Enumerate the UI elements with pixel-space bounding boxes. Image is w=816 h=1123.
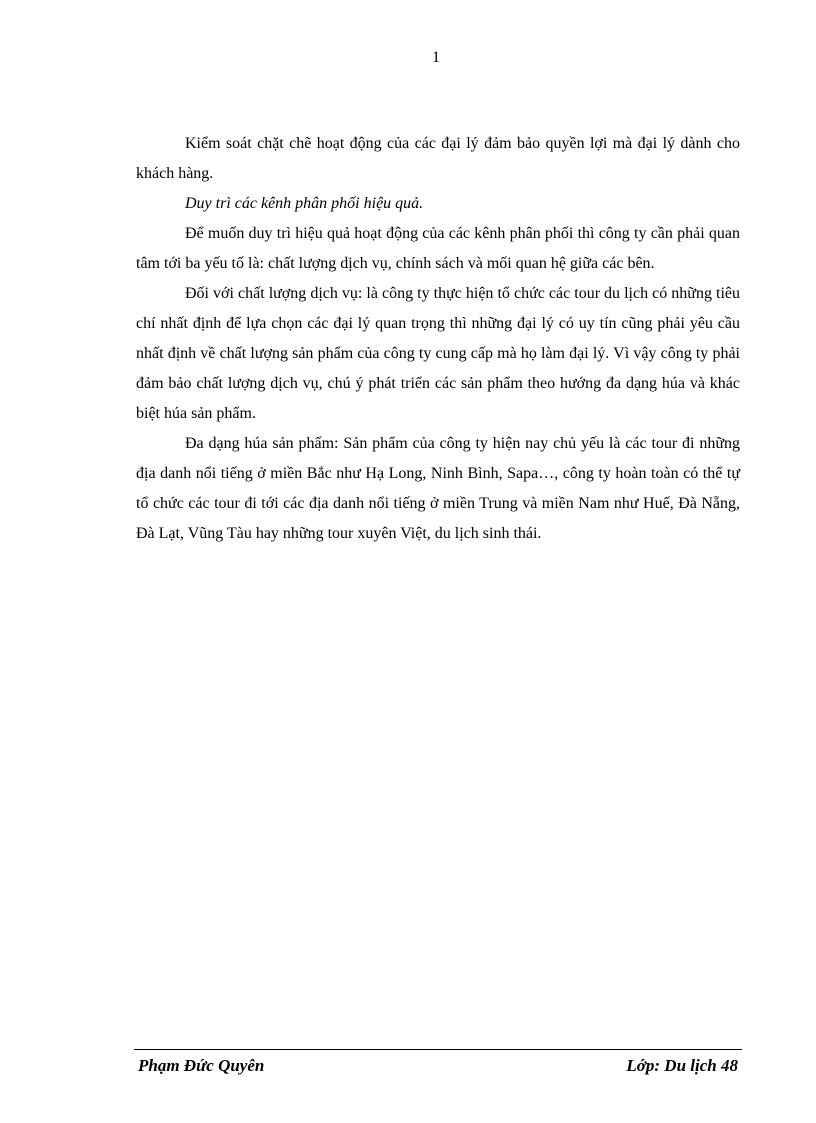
document-body bbox=[136, 129, 740, 549]
paragraph-product-diversification: Đa dạng húa sản phẩm: Sản phẩm của công ty hiện nay chủ yếu là các tour đi những địa danh nổi tiếng ở miền Bắc như Hạ Long, Ninh Bình, Sapa…, công ty hoàn toàn có thể tự tổ chức các tour đi tới các địa danh nổi tiếng ở miền Trung và miền Nam như Huế, Đà Nẵng, Đà Lạt, Vũng Tàu hay những tour xuyên Việt, du lịch sinh thái. bbox=[136, 435, 740, 542]
page-number: 1 bbox=[432, 49, 440, 66]
paragraph-three-factors: Để muốn duy trì hiệu quả hoạt động của các kênh phân phối thì công ty cần phải quan tâm tới ba yếu tố là: chất lượng dịch vụ, chính sách và mối quan hệ giữa các bên. bbox=[136, 225, 740, 272]
footer-class: Lớp: Du lịch 48 bbox=[626, 1056, 738, 1075]
section-heading-maintain-channels: Duy trì các kênh phân phối hiệu quả. bbox=[185, 195, 424, 212]
paragraph-agent-control: Kiểm soát chặt chẽ hoạt động của các đại lý đảm bảo quyền lợi mà đại lý dành cho khách hàng. bbox=[136, 135, 740, 182]
footer-divider bbox=[134, 1049, 742, 1050]
footer-author: Phạm Đức Quyên bbox=[138, 1056, 265, 1075]
paragraph-service-quality: Đối với chất lượng dịch vụ: là công ty thực hiện tổ chức các tour du lịch có những tiêu chí nhất định để lựa chọn các đại lý quan trọng thì những đại lý có uy tín cũng phải yêu cầu nhất định về chất lượng sản phẩm của công ty cung cấp mà họ làm đại lý. Vì vậy công ty phải đảm bảo chất lượng dịch vụ, chú ý phát triển các sản phẩm theo hướng đa dạng húa và khác biệt húa sản phẩm. bbox=[136, 285, 740, 422]
page-footer bbox=[138, 1055, 738, 1077]
